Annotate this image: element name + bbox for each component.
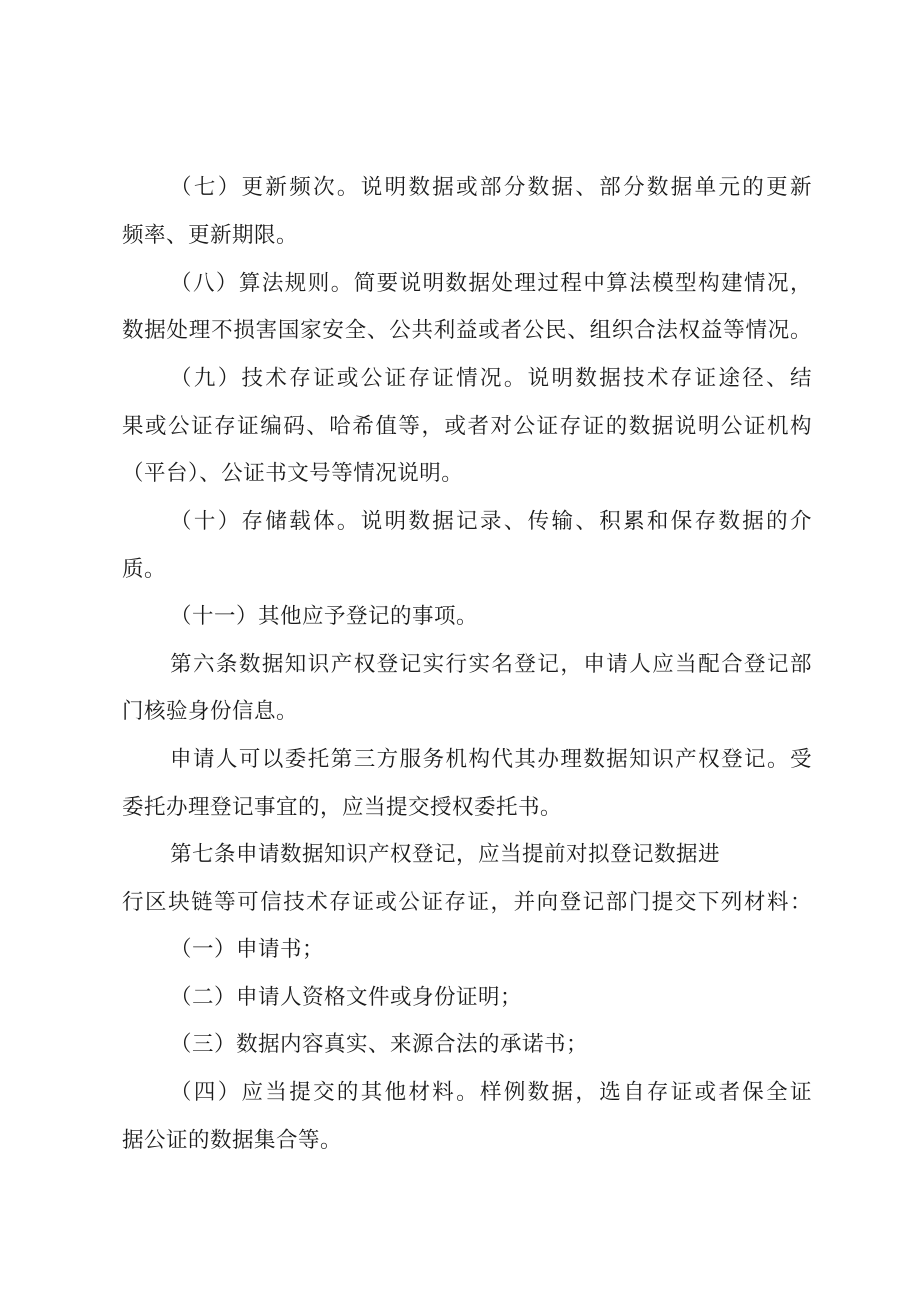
text-line: 据公证的数据集合等。: [122, 1128, 343, 1153]
text-line: 数据处理不损害国家安全、公共利益或者公民、组织合法权益等情况。: [122, 318, 812, 343]
text-line: （十一）其他应予登记的事项。: [170, 604, 479, 629]
text-line: （二）申请人资格文件或身份证明；: [170, 985, 523, 1010]
text-line: （平台）、公证书文号等情况说明。: [122, 461, 464, 486]
text-line: （四）应当提交的其他材料。样例数据，选自存证或者保全证: [170, 1080, 812, 1105]
text-line: （九）技术存证或公证存证情况。说明数据技术存证途径、结: [170, 366, 812, 391]
text-line: （八）算法规则。简要说明数据处理过程中算法模型构建情况，: [170, 271, 812, 296]
text-line: 频率、更新期限。: [122, 223, 299, 248]
text-line: 质。: [122, 557, 167, 582]
text-line: 委托办理登记事宜的，应当提交授权委托书。: [122, 795, 563, 820]
text-line: 行区块链等可信技术存证或公证存证，并向登记部门提交下列材料：: [122, 890, 812, 915]
text-line: 果或公证存证编码、哈希值等，或者对公证存证的数据说明公证机构: [122, 414, 812, 439]
text-line: （一）申请书；: [170, 937, 325, 962]
text-line: （三）数据内容真实、来源合法的承诺书；: [170, 1032, 589, 1057]
text-line: 第七条申请数据知识产权登记，应当提前对拟登记数据进: [170, 842, 721, 867]
text-line: （七）更新频次。说明数据或部分数据、部分数据单元的更新: [170, 175, 812, 200]
text-line: 申请人可以委托第三方服务机构代其办理数据知识产权登记。受: [170, 747, 812, 772]
text-line: 门核验身份信息。: [122, 699, 299, 724]
text-line: 第六条数据知识产权登记实行实名登记，申请人应当配合登记部: [170, 652, 812, 677]
text-line: （十）存储载体。说明数据记录、传输、积累和保存数据的介: [170, 509, 812, 534]
